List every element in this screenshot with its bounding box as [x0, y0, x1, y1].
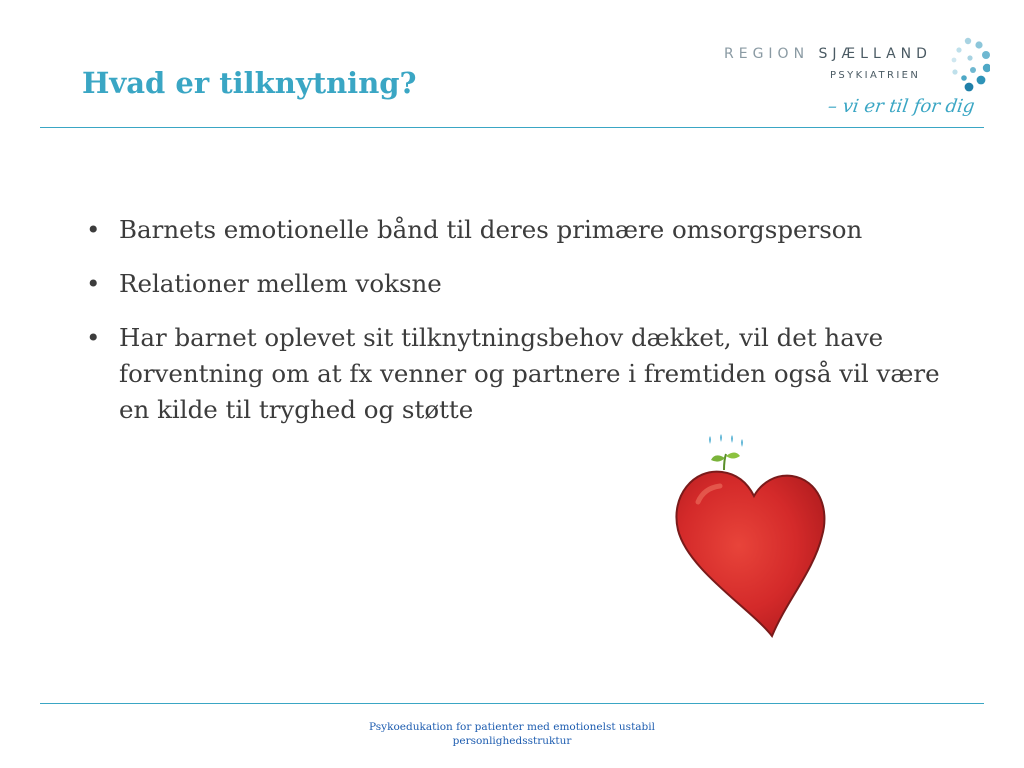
header-divider: [40, 127, 984, 128]
bullet-text: Barnets emotionelle bånd til deres primære omsorgsperson: [119, 215, 863, 244]
bullet-text: Har barnet oplevet sit tilknytningsbehov dækket, vil det have forventning om at fx venner og partnere i fremtiden også vil være en kilde til tryghed og støtte: [119, 323, 940, 424]
slide-title: Hvad er tilknytning?: [82, 66, 417, 100]
logo-region-light: REGION: [724, 46, 819, 62]
footer-line-2: personlighedsstruktur: [452, 735, 572, 747]
footer-divider: [40, 703, 984, 704]
logo-region-bold: SJÆLLAND: [818, 46, 932, 62]
bullet-item: [86, 266, 986, 302]
logo-subtitle: PSYKIATRIEN: [830, 70, 921, 81]
bullet-marker: •: [86, 323, 101, 352]
bullet-marker: •: [86, 269, 101, 298]
heart-illustration: [668, 432, 828, 644]
bullet-list: [86, 212, 986, 446]
bullet-marker: •: [86, 215, 101, 244]
logo-tagline: – vi er til for dig: [826, 96, 976, 117]
bullet-item: [86, 212, 986, 248]
bullet-item: [86, 320, 949, 428]
logo-region-text: [724, 46, 932, 62]
bullet-text: Relationer mellem voksne: [119, 269, 442, 298]
footer-line-1: Psykoedukation for patienter med emotionelst ustabil: [369, 721, 655, 733]
logo-dots-icon: [946, 36, 990, 94]
slide-footer: [312, 720, 712, 748]
region-sjaelland-logo: [720, 36, 990, 128]
